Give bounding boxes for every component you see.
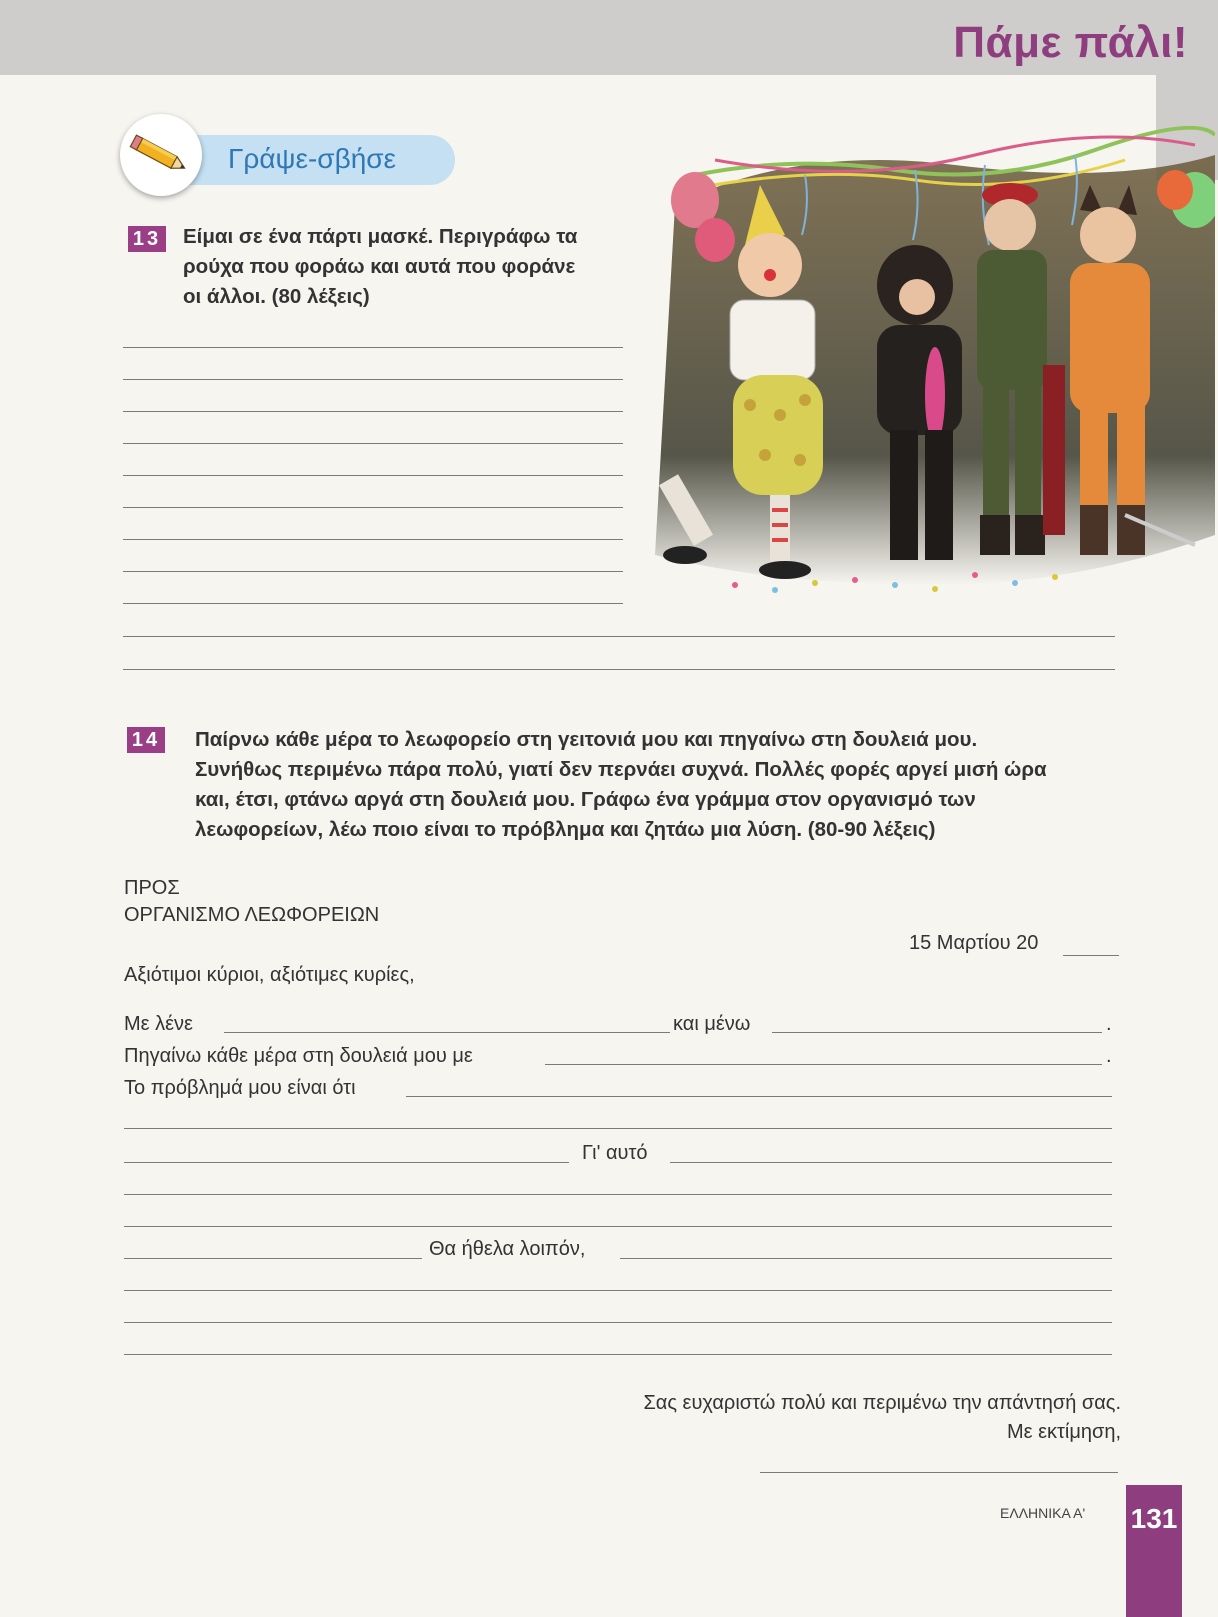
name-label: Με λένε <box>124 1013 193 1035</box>
writing-line[interactable] <box>124 1258 422 1259</box>
page-title: Πάμε πάλι! <box>953 18 1188 67</box>
writing-line[interactable] <box>124 1322 1112 1323</box>
writing-line[interactable] <box>123 379 623 380</box>
letter-salutation: Αξιότιμοι κύριοι, αξιότιμες κυρίες, <box>124 964 415 986</box>
instruction-line: λεωφορείων, λέω ποιο είναι το πρόβλημα και ζητάω μια λύση. (80-90 λέξεις) <box>195 818 936 841</box>
instruction-line: Συνήθως περιμένω πάρα πολύ, γιατί δεν περνάει συχνά. Πολλές φορές αργεί μισή ώρα <box>195 758 1047 781</box>
writing-line[interactable] <box>124 1162 569 1163</box>
residence-label: και μένω <box>673 1013 751 1035</box>
letter-recipient-line2: ΟΡΓΑΝΙΣΜΟ ΛΕΩΦΟΡΕΙΩΝ <box>124 904 380 926</box>
writing-line[interactable] <box>123 571 623 572</box>
writing-line[interactable] <box>123 539 623 540</box>
instruction-line: ρούχα που φοράω και αυτά που φοράνε <box>183 255 576 278</box>
exercise-14-instructions <box>195 725 1047 845</box>
writing-line[interactable] <box>123 507 623 508</box>
letter-date: 15 Μαρτίου 20 <box>909 932 1039 954</box>
commute-blank[interactable] <box>545 1064 1102 1065</box>
problem-blank[interactable] <box>406 1096 1112 1097</box>
letter-closing-regards: Με εκτίμηση, <box>1006 1421 1121 1443</box>
instruction-line: και, έτσι, φτάνω αργά στη δουλειά μου. Γράφω ένα γράμμα στον οργανισμό των <box>195 788 976 811</box>
book-title: ΕΛΛΗΝΙΚΑ Α' <box>1000 1505 1086 1521</box>
exercise-13-instructions <box>183 222 577 312</box>
year-blank[interactable] <box>1063 955 1119 956</box>
therefore-label: Γι' αυτό <box>582 1142 648 1164</box>
party-illustration <box>655 115 1215 610</box>
writing-line[interactable] <box>620 1258 1112 1259</box>
writing-line[interactable] <box>124 1354 1112 1355</box>
writing-line[interactable] <box>123 443 623 444</box>
instruction-line: Παίρνω κάθε μέρα το λεωφορείο στη γειτονιά μου και πηγαίνω στη δουλειά μου. <box>195 728 978 751</box>
period: . <box>1106 1045 1112 1067</box>
commute-label: Πηγαίνω κάθε μέρα στη δουλειά μου με <box>124 1045 473 1067</box>
letter-recipient-line1: ΠΡΟΣ <box>124 877 180 899</box>
writing-line[interactable] <box>123 411 623 412</box>
section-title: Γράψε-σβήσε <box>228 143 397 174</box>
writing-line[interactable] <box>124 1194 1112 1195</box>
name-blank[interactable] <box>224 1032 670 1033</box>
signature-blank[interactable] <box>760 1472 1118 1473</box>
residence-blank[interactable] <box>772 1032 1102 1033</box>
writing-line[interactable] <box>124 1290 1112 1291</box>
writing-line[interactable] <box>123 669 1115 670</box>
letter-closing-thanks: Σας ευχαριστώ πολύ και περιμένω την απάντησή σας. <box>643 1392 1121 1414</box>
writing-line[interactable] <box>123 636 1115 637</box>
pencil-icon <box>120 114 202 196</box>
writing-line[interactable] <box>123 475 623 476</box>
instruction-line: Είμαι σε ένα πάρτι μασκέ. Περιγράφω τα <box>183 225 578 248</box>
writing-line[interactable] <box>124 1128 1112 1129</box>
problem-label: Το πρόβλημά μου είναι ότι <box>124 1077 356 1099</box>
writing-line[interactable] <box>123 603 623 604</box>
writing-line[interactable] <box>124 1226 1112 1227</box>
period: . <box>1106 1013 1112 1035</box>
exercise-number-badge: 13 <box>128 226 166 252</box>
instruction-line: οι άλλοι. (80 λέξεις) <box>183 285 370 308</box>
writing-line[interactable] <box>123 347 623 348</box>
page-number: 131 <box>1130 1503 1178 1534</box>
exercise-number-badge: 14 <box>127 727 165 753</box>
wish-label: Θα ήθελα λοιπόν, <box>429 1238 586 1260</box>
writing-line[interactable] <box>670 1162 1112 1163</box>
